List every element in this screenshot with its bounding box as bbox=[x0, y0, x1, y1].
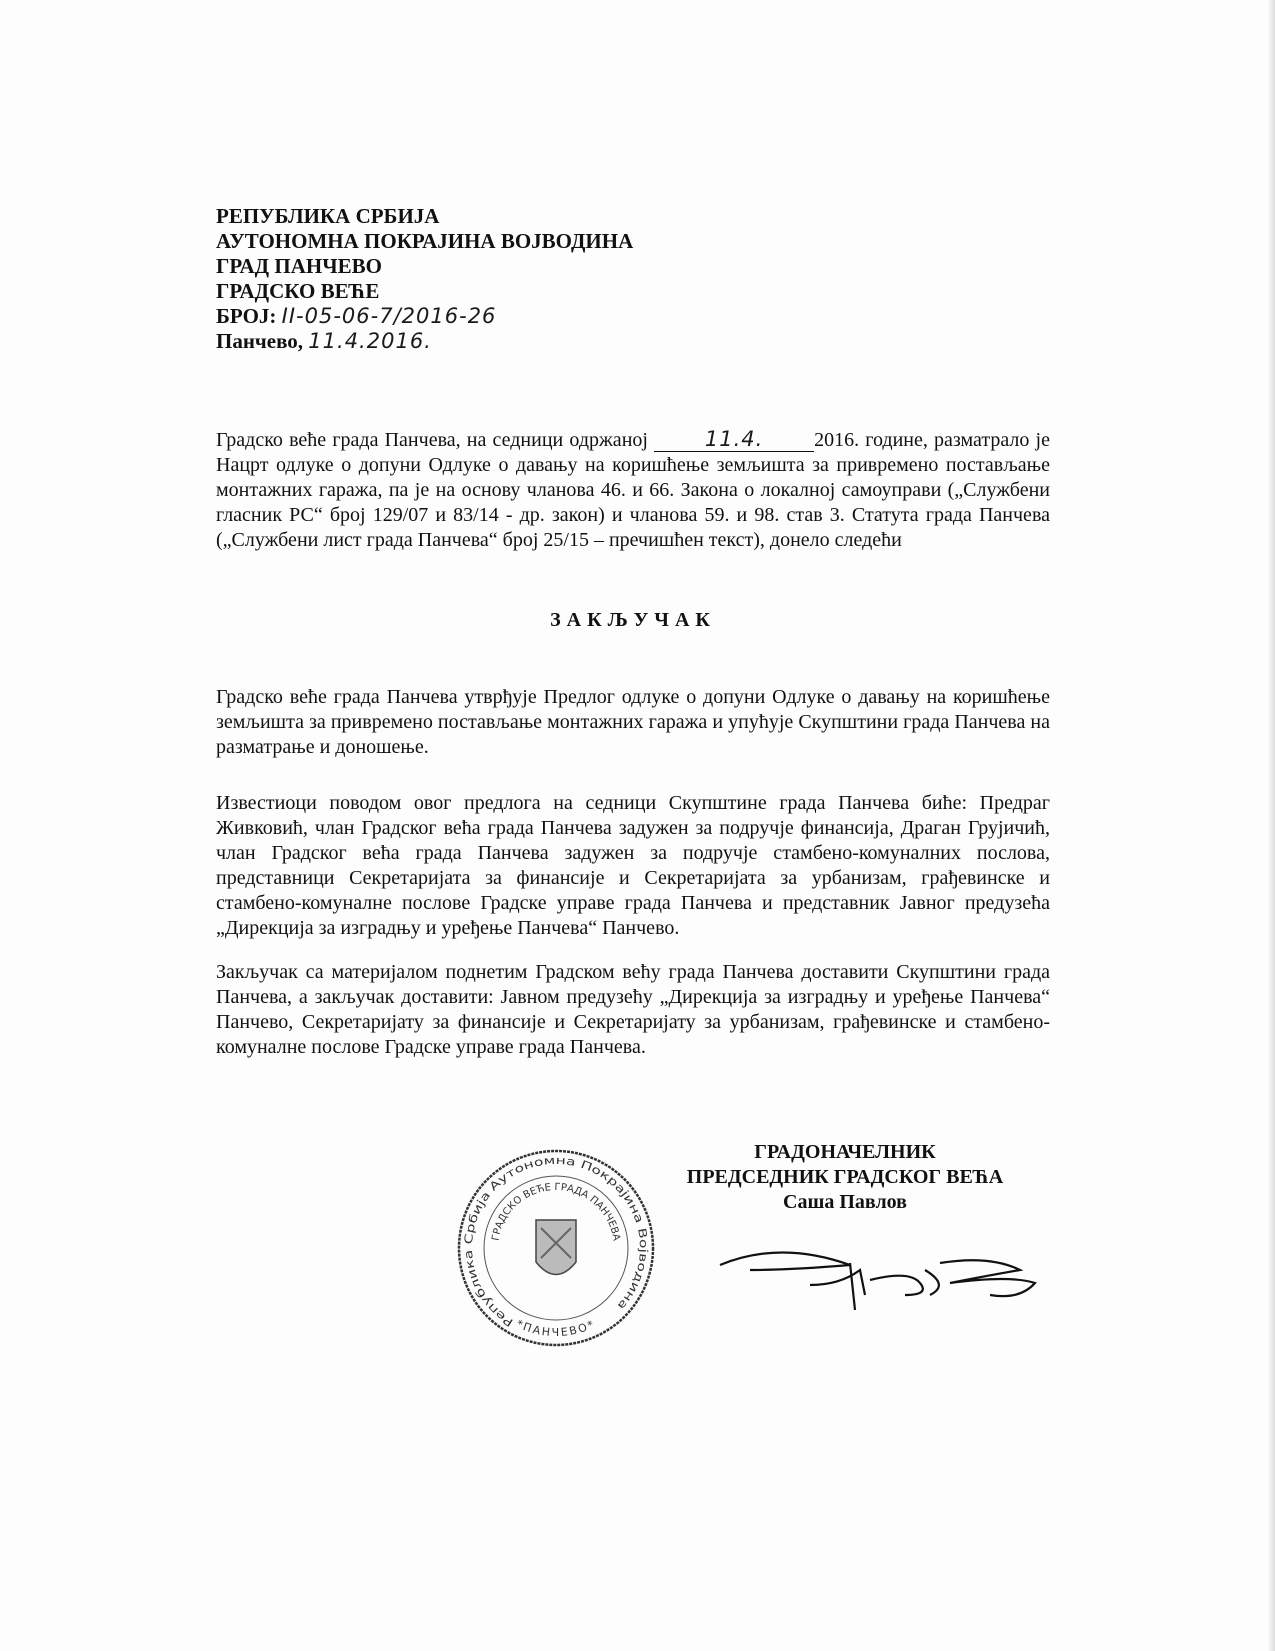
signer-title-mayor: ГРАДОНАЧЕЛНИК bbox=[754, 1141, 936, 1163]
number-label: БРОЈ: bbox=[216, 304, 277, 328]
session-date-blank bbox=[654, 428, 814, 452]
number-handwritten: II-05-06-7/2016-26 bbox=[281, 304, 497, 328]
header-country: РЕПУБЛИКА СРБИЈА bbox=[216, 204, 440, 228]
header-province: АУТОНОМНА ПОКРАЈИНА ВОЈВОДИНА bbox=[216, 229, 634, 253]
header-city: ГРАД ПАНЧЕВО bbox=[216, 254, 382, 278]
signer-name: Саша Павлов bbox=[783, 1191, 907, 1213]
intro-paragraph bbox=[216, 428, 1050, 553]
signer-title-president: ПРЕДСЕДНИК ГРАДСКОГ ВЕЋА bbox=[686, 1166, 1004, 1188]
handwritten-signature-icon bbox=[690, 1225, 1050, 1315]
signature-area bbox=[216, 1140, 1050, 1400]
date-handwritten: 11.4.2016. bbox=[308, 329, 432, 353]
seal-inner-text: ГРАДСКО ВЕЋЕ ГРАДА ПАНЧЕВА bbox=[490, 1181, 622, 1242]
intro-text-start: Градско веће града Панчева, на седници одржаној bbox=[216, 429, 648, 451]
paragraph-1: Градско веће града Панчева утврђује Предлог одлуке о допуни Одлуке о давању на коришћење земљишта за привремено постављање монтажних гаража и упућује Скупштини града Панчева на разматрање и доношење. bbox=[216, 686, 1050, 758]
document-title: ЗАКЉУЧАК bbox=[550, 609, 716, 631]
intro-text-end: 2016. године, разматрало је Нацрт одлуке о допуни Одлуке о давању на коришћење земљишта за привремено постављање монтажних гаража, па је на основу чланова 46. и 66. Закона о локалној самоуправи („Службени гласник РС“ број 129/07 и 83/14 - др. закон) и чланова 59. и 98. став 3. Статута града Панчева („Службени лист града Панчева“ број 25/15 – пречишћен текст), донело следећи bbox=[216, 429, 1050, 551]
seal-outer-text: Република Србија Аутономна Покрајина Војводина bbox=[461, 1153, 651, 1330]
paragraph-2: Известиоци поводом овог предлога на седници Скупштине града Панчева биће: Предраг Живковић, члан Градског већа града Панчева задужен за подручје финансија, Драган Грујичић, члан Градског већа града Панчева задужен за подручје стамбено-комуналних послова, представници Секретаријата за финансије и Секретаријата за урбанизам, грађевинске и стамбено-комуналне послове Градске управе града Панчева и представник Јавног предузећа „Дирекција за изградњу и уређење Панчева“ Панчево. bbox=[216, 792, 1050, 939]
session-date-handwritten: 11.4. bbox=[704, 427, 764, 451]
header-place-date bbox=[216, 329, 633, 354]
signature-block bbox=[680, 1140, 1010, 1215]
header-number bbox=[216, 304, 633, 329]
scan-edge bbox=[1267, 0, 1275, 1651]
place-label: Панчево, bbox=[216, 329, 304, 353]
letterhead bbox=[216, 204, 633, 354]
official-seal-icon bbox=[456, 1148, 656, 1348]
header-council: ГРАДСКО ВЕЋЕ bbox=[216, 279, 380, 303]
document-body bbox=[216, 428, 1050, 1400]
seal-bottom-text: *ПАНЧЕВО* bbox=[514, 1317, 598, 1340]
paragraph-3: Закључак са материјалом поднетим Градском већу града Панчева доставити Скупштини града Панчева, а закључак доставити: Јавном предузећу „Дирекција за изградњу и уређење Панчева“ Панчево, Секретаријату за финансије и Секретаријату за урбанизам, грађевинске и стамбено-комуналне послове Градске управе града Панчева. bbox=[216, 961, 1050, 1058]
